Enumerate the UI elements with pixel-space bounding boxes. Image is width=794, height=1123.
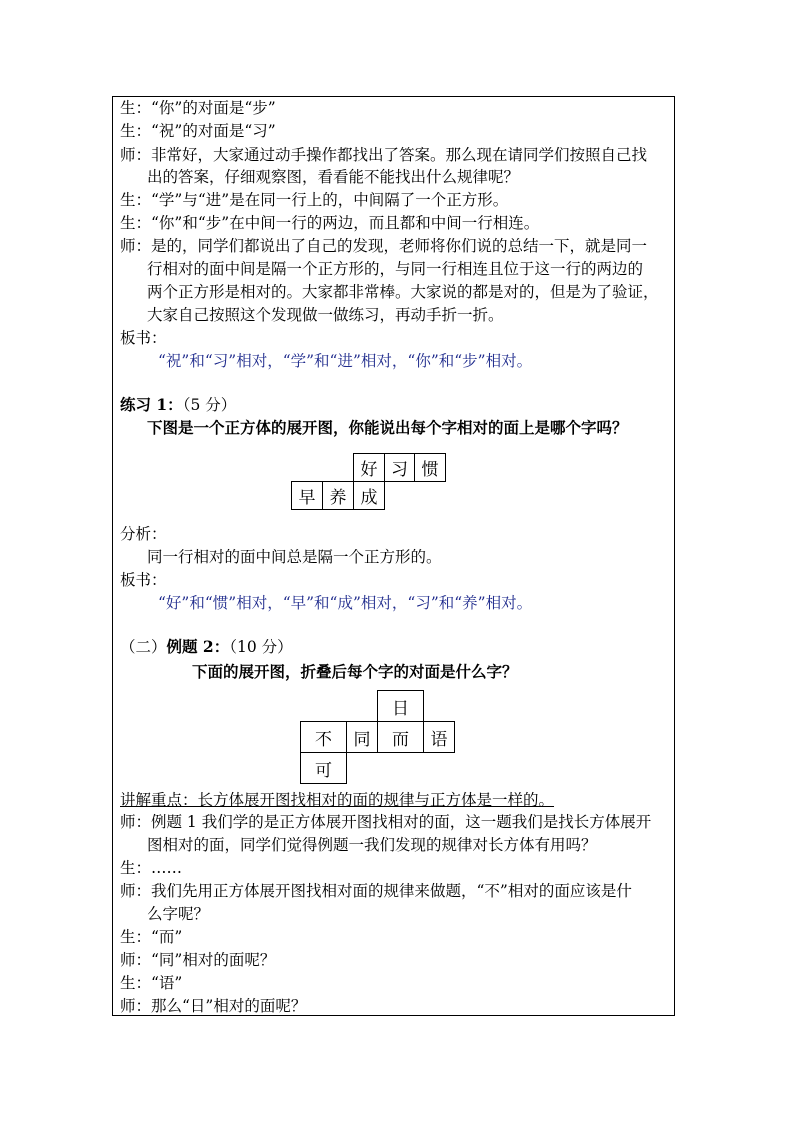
exercise1-title: 练习 1： <box>120 395 183 414</box>
net-cell: 成 <box>353 481 385 510</box>
analysis-text: 同一行相对的面中间总是隔一个正方形的。 <box>147 548 442 566</box>
net-cell: 习 <box>384 453 415 482</box>
net-cell: 同 <box>346 721 378 753</box>
example2-score: （10 分） <box>229 638 293 656</box>
exercise1-heading <box>120 394 236 416</box>
dialogue-line: 师：例题 1 我们学的是正方体展开图找相对的面，这一题我们是找长方体展开 <box>120 813 652 831</box>
net-cell: 好 <box>353 453 385 482</box>
net-cell: 语 <box>423 721 455 753</box>
net-cell: 养 <box>322 481 354 510</box>
dialogue-line: 师：那么“日”相对的面呢？ <box>120 997 307 1015</box>
dialogue-line: 大家自己按照这个发现做一做练习，再动手折一折。 <box>147 306 504 324</box>
net-cell: 早 <box>291 481 323 510</box>
dialogue-line: 生：…… <box>120 859 183 877</box>
exercise1-score: （5 分） <box>182 396 237 414</box>
dialogue-line: 图相对的面，同学们觉得例题一我们发现的规律对长方体有用吗？ <box>147 836 597 854</box>
board-text: “祝”和“习”相对，“学”和“进”相对，“你”和“步”相对。 <box>158 352 533 370</box>
net-cell: 不 <box>300 721 347 753</box>
net-cell: 日 <box>377 690 424 722</box>
net-cell: 可 <box>300 752 347 784</box>
example2-title: 例题 2： <box>166 637 230 656</box>
dialogue-line: 生：“而” <box>120 928 183 946</box>
dialogue-line: 师：非常好，大家通过动手操作都找出了答案。那么现在请同学们按照自己找 <box>120 146 648 164</box>
net-cell: 而 <box>377 721 424 753</box>
dialogue-line: 师：是的，同学们都说出了自己的发现，老师将你们说的总结一下，就是同一 <box>120 237 648 255</box>
dialogue-line: 师：“同”相对的面呢？ <box>120 951 276 969</box>
net-cell: 惯 <box>414 453 446 482</box>
example2-heading <box>120 636 293 658</box>
dialogue-line: 么字呢？ <box>147 905 210 923</box>
dialogue-line: 两个正方形是相对的。大家都非常棒。大家说的都是对的，但是为了验证， <box>147 283 659 301</box>
exercise1-question: 下图是一个正方体的展开图，你能说出每个字相对的面上是哪个字吗？ <box>147 418 628 437</box>
dialogue-line: 生：“祝”的对面是“习” <box>120 122 276 140</box>
example2-question: 下面的展开图，折叠后每个字的对面是什么字？ <box>192 662 518 681</box>
dialogue-line: 师：我们先用正方体展开图找相对面的规律来做题，“不”相对的面应该是什 <box>120 882 632 900</box>
analysis-label: 分析： <box>120 525 167 543</box>
dialogue-line: 生：“你”和“步”在中间一行的两边，而且都和中间一行相连。 <box>120 214 540 232</box>
board-text: “好”和“惯”相对，“早”和“成”相对，“习”和“养”相对。 <box>158 594 533 612</box>
board-label: 板书： <box>120 329 167 347</box>
dialogue-line: 出的答案，仔细观察图，看看能不能找出什么规律呢？ <box>147 168 520 186</box>
board-label: 板书： <box>120 571 167 589</box>
key-point: 讲解重点：长方体展开图找相对的面的规律与正方体是一样的。 <box>120 791 555 809</box>
dialogue-line: 生：“学”与“进”是在同一行上的，中间隔了一个正方形。 <box>120 191 509 209</box>
dialogue-line: 生：“你”的对面是“步” <box>120 99 276 117</box>
dialogue-line: 生：“语” <box>120 974 183 992</box>
dialogue-line: 行相对的面中间是隔一个正方形的，与同一行相连且位于这一行的两边的 <box>147 260 644 278</box>
example2-prefix: （二） <box>120 638 167 656</box>
